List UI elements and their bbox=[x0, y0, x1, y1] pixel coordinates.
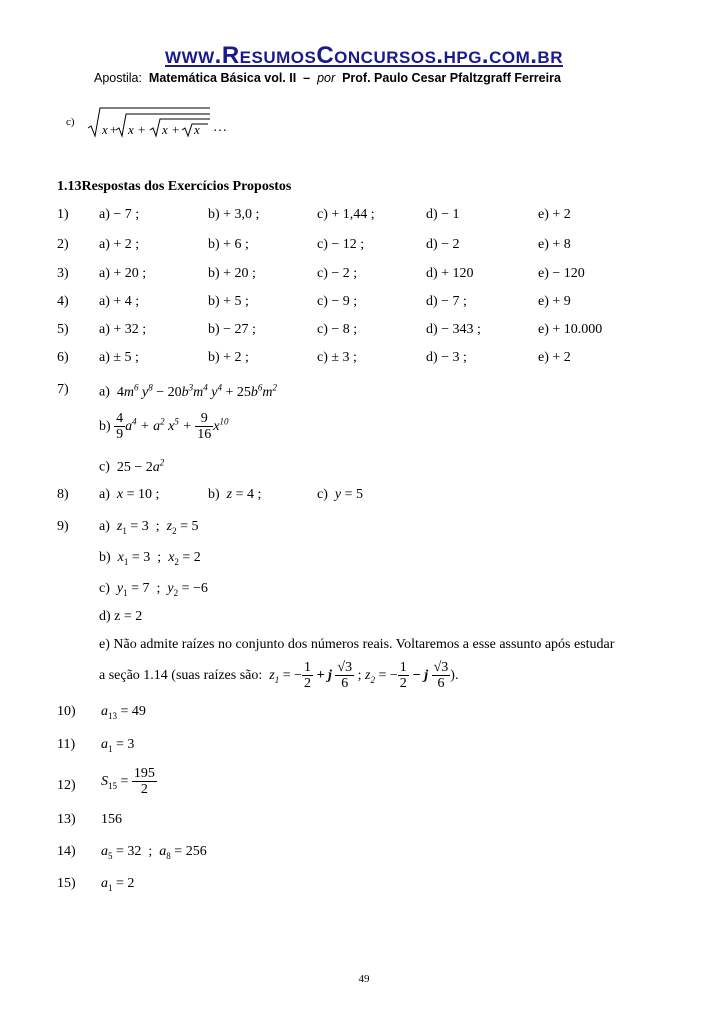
answer-d: d) − 3 ; bbox=[426, 350, 467, 365]
subtitle-prefix: Apostila: bbox=[94, 71, 142, 85]
q14-number: 14) bbox=[57, 844, 76, 859]
q7c-expr: $25 - 2a^2$ bbox=[116, 457, 165, 475]
q9e-line1: e) Não admite raízes no conjunto dos números reais. Voltaremos a esse assunto após estudar bbox=[99, 637, 615, 652]
subtitle-title: Matemática Básica vol. II bbox=[148, 71, 297, 85]
q10-expr: $a_{13} = 49$ bbox=[101, 704, 146, 721]
answer-number: 4) bbox=[57, 294, 69, 309]
q9b-label: b) bbox=[99, 550, 111, 565]
q7c bbox=[99, 457, 164, 476]
answer-number: 6) bbox=[57, 350, 69, 365]
q9b: b) $x_1 = 3$ ; $x_2 = 2$ bbox=[99, 550, 201, 567]
subtitle-author: Prof. Paulo Cesar Pfaltzgraff Ferreira bbox=[342, 71, 561, 85]
q9-number: 9) bbox=[57, 519, 69, 534]
answer-e: e) + 2 bbox=[538, 350, 571, 365]
q14-expr: $a_5 = 32$ ; $a_8 = 256$ bbox=[101, 844, 207, 861]
answer-b: b) + 5 ; bbox=[208, 294, 249, 309]
subtitle bbox=[94, 71, 561, 85]
q8c: c) y = 5 bbox=[317, 487, 364, 502]
answer-a: a) + 4 ; bbox=[99, 294, 140, 309]
answer-b: b) + 6 ; bbox=[208, 237, 249, 252]
item-c-label: c) bbox=[66, 116, 75, 128]
svg-text:+: + bbox=[110, 122, 118, 137]
answer-d: d) − 2 bbox=[426, 237, 460, 252]
answer-c: c) − 9 ; bbox=[317, 294, 358, 309]
answer-a: a) ± 5 ; bbox=[99, 350, 139, 365]
svg-text:x: x bbox=[128, 122, 134, 137]
item-c-ellipsis: … bbox=[213, 120, 227, 135]
answer-d: d) + 120 bbox=[426, 266, 474, 281]
answer-e: e) − 120 bbox=[538, 266, 585, 281]
q7-number: 7) bbox=[57, 382, 69, 397]
q9c-label: c) bbox=[99, 581, 110, 596]
answer-number: 2) bbox=[57, 237, 69, 252]
q8b: b) z = 4 ; bbox=[208, 487, 262, 502]
answer-number: 3) bbox=[57, 266, 69, 281]
q9a-label: a) bbox=[99, 519, 110, 534]
answer-a: a) + 32 ; bbox=[99, 322, 147, 337]
answer-a: a) − 7 ; bbox=[99, 207, 140, 222]
answer-a: a) + 2 ; bbox=[99, 237, 140, 252]
q7b-label: b) bbox=[99, 419, 111, 435]
answer-d: d) − 343 ; bbox=[426, 322, 481, 337]
answer-c: c) − 8 ; bbox=[317, 322, 358, 337]
answer-e: e) + 10.000 bbox=[538, 322, 603, 337]
q8-number: 8) bbox=[57, 487, 69, 502]
q11-expr: $a_1 = 3$ bbox=[101, 737, 135, 754]
answer-c: c) + 1,44 ; bbox=[317, 207, 375, 222]
answer-e: e) + 9 bbox=[538, 294, 571, 309]
svg-text:+: + bbox=[172, 122, 180, 137]
subtitle-dash: – bbox=[303, 71, 311, 85]
q9e-line2 bbox=[99, 660, 458, 692]
q10-number: 10) bbox=[57, 704, 76, 719]
q15-number: 15) bbox=[57, 876, 76, 891]
q7b-expr: $\frac{4}{9}$ $a^4 + a^2$ $x^5$ + $\frac{9}{16}$ $x^{10}$ bbox=[116, 411, 229, 443]
q13-number: 13) bbox=[57, 812, 76, 827]
answer-c: c) ± 3 ; bbox=[317, 350, 357, 365]
q11-number: 11) bbox=[57, 737, 76, 752]
answer-a: a) + 20 ; bbox=[99, 266, 147, 281]
answer-b: b) + 20 ; bbox=[208, 266, 256, 281]
q12-number: 12) bbox=[57, 778, 76, 793]
answer-e: e) + 8 bbox=[538, 237, 571, 252]
svg-text:x: x bbox=[194, 122, 200, 137]
q8b-label: b) bbox=[208, 487, 220, 502]
answer-b: b) − 27 ; bbox=[208, 322, 256, 337]
answer-b: b) + 3,0 ; bbox=[208, 207, 260, 222]
answer-e: e) + 2 bbox=[538, 207, 571, 222]
svg-text:x: x bbox=[162, 122, 168, 137]
q7b bbox=[99, 411, 229, 443]
answer-number: 1) bbox=[57, 207, 69, 222]
q13-value: 156 bbox=[101, 812, 122, 827]
answer-c: c) − 2 ; bbox=[317, 266, 358, 281]
svg-text:x: x bbox=[102, 122, 108, 137]
q9a: a) $z_1 = 3$ ; $z_2 = 5$ bbox=[99, 519, 199, 536]
site-url[interactable]: www.ResumosConcursos.hpg.com.br bbox=[165, 42, 563, 69]
q7a-expr: $4m^6$ $y^8 - 20b^3m^4$ $y^4 + 25b^6m^2$ bbox=[116, 382, 278, 400]
answer-number: 5) bbox=[57, 322, 69, 337]
q7c-label: c) bbox=[99, 459, 110, 475]
q7a bbox=[99, 382, 277, 401]
q15-expr: $a_1 = 2$ bbox=[101, 876, 135, 893]
nested-radical bbox=[86, 104, 216, 140]
answer-d: d) − 7 ; bbox=[426, 294, 467, 309]
q8a: a) x = 10 ; bbox=[99, 487, 160, 502]
q8c-label: c) bbox=[317, 487, 328, 502]
q8a-label: a) bbox=[99, 487, 110, 502]
q9d: d) z = 2 bbox=[99, 609, 143, 624]
q9e-roots: $z_1$ = − $\frac{1}{2}$ + j $\frac{√3}{6}$ ; $z_2$ = − $\frac{1}{2}$ − j $\frac{√3}{6}$ ). bbox=[265, 660, 459, 692]
answer-c: c) − 12 ; bbox=[317, 237, 365, 252]
q9c: c) $y_1 = 7$ ; $y_2 = -6$ bbox=[99, 581, 208, 598]
q7a-label: a) bbox=[99, 384, 110, 400]
subtitle-por: por bbox=[317, 71, 336, 85]
section-title: 1.13Respostas dos Exercícios Propostos bbox=[57, 179, 292, 194]
svg-text:+: + bbox=[138, 122, 146, 137]
answer-b: b) + 2 ; bbox=[208, 350, 249, 365]
page-number: 49 bbox=[358, 973, 370, 985]
answer-d: d) − 1 bbox=[426, 207, 460, 222]
q9e-text: a seção 1.14 (suas raízes são: bbox=[99, 668, 263, 684]
q12-expr: $S_{15}$ = $\frac{195}{2}$ bbox=[101, 766, 155, 798]
